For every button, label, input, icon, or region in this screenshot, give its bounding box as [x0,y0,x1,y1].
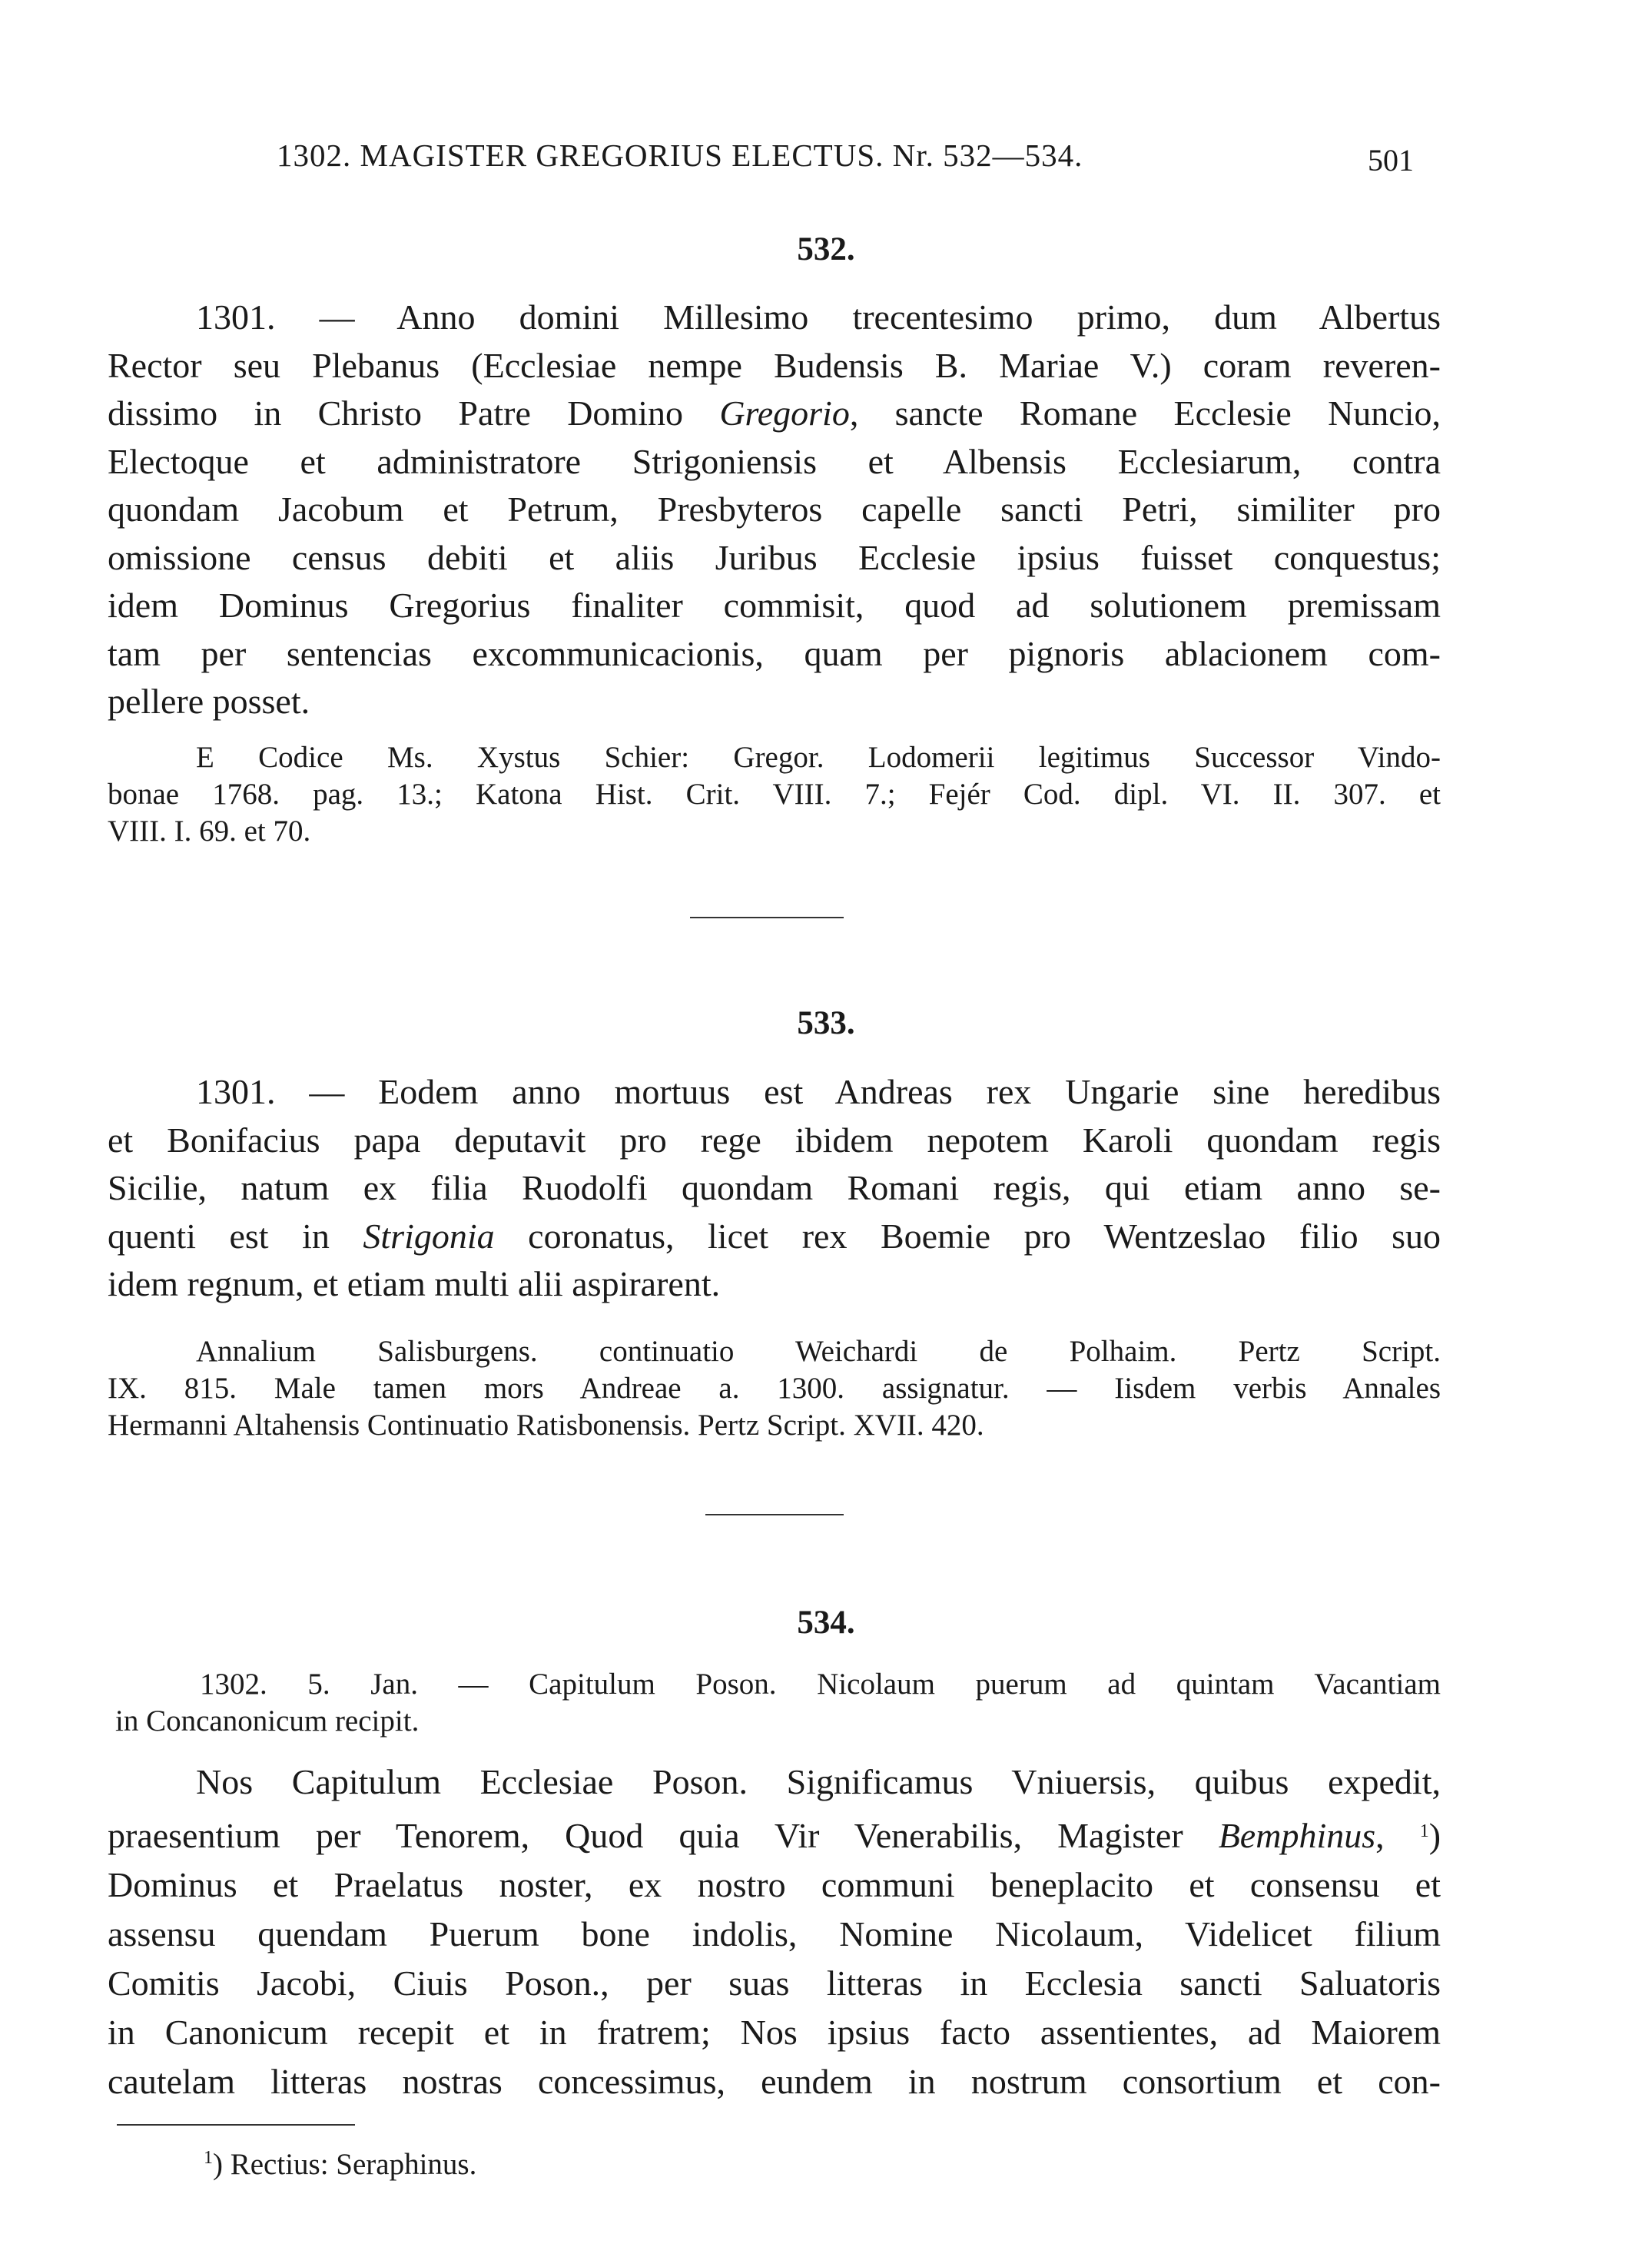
text-line: pellere posset. [108,682,310,721]
text-line: in Canonicum recepit et in fratrem; Nos ipsius facto assentientes, ad Maiorem [108,2013,1441,2052]
doc-532-source [108,739,1441,850]
text-line: 1301. — Eodem anno mortuus est Andreas rex Ungarie sine heredibus [196,1072,1441,1111]
doc-534-number: 534. [797,1605,855,1641]
doc-533-body [108,1068,1441,1309]
text-line: idem regnum, et etiam multi alii aspirarent. [108,1264,721,1303]
italic-name: Bemphinus [1218,1816,1376,1855]
text-line: Comitis Jacobi, Ciuis Poson., per suas litteras in Ecclesia sancti Saluatoris [108,1963,1441,2003]
source-line: Annalium Salisburgens. continuatio Weichardi de Polhaim. Pertz Script. [196,1335,1441,1368]
footnote-ref: 1 [1419,1821,1429,1841]
italic-name: Gregorio [719,393,850,433]
doc-532-body [108,294,1441,726]
doc-533-source [108,1333,1441,1444]
text-line: idem Dominus Gregorius finaliter commisit, quod ad solutionem premissam [108,586,1441,625]
italic-place: Strigonia [363,1216,495,1256]
text-line: tam per sentencias excommunicacionis, quam per pignoris ablacionem com- [108,633,1441,673]
text-line: et Bonifacius papa deputavit pro rege ibidem nepotem Karoli quondam regis [108,1120,1441,1160]
footnote-mark: 1 [204,2148,213,2168]
text-line: quenti est in Strigonia coronatus, licet rex Boemie pro Wentzeslao filio suo [108,1216,1441,1256]
source-line: IX. 815. Male tamen mors Andreae a. 1300. assignatur. — Iisdem verbis Annales [108,1372,1441,1405]
page-number: 501 [1368,143,1414,178]
source-line: E Codice Ms. Xystus Schier: Gregor. Lodomerii legitimus Successor Vindo- [196,741,1441,774]
footnote-rule [117,2124,355,2126]
source-line: bonae 1768. pag. 13.; Katona Hist. Crit. VIII. 7.; Fejér Cod. dipl. VI. II. 307. et [108,778,1441,811]
summary-line: 1302. 5. Jan. — Capitulum Poson. Nicolaum puerum ad quintam Vacantiam [200,1668,1441,1701]
doc-533-number: 533. [797,1005,855,1041]
text-line: omissione census debiti et aliis Juribus Ecclesie ipsius fuisset conquestus; [108,537,1441,577]
text-line: dissimo in Christo Patre Domino Gregorio, sancte Romane Ecclesie Nuncio, [108,393,1441,433]
text-line: quondam Jacobum et Petrum, Presbyteros capelle sancti Petri, similiter pro [108,490,1441,529]
footnote-text: ) Rectius: Seraphinus. [213,2148,477,2181]
source-line: VIII. I. 69. et 70. [108,815,311,848]
text-line: 1301. — Anno domini Millesimo trecentesimo primo, dum Albertus [196,297,1441,337]
text-line: Dominus et Praelatus noster, ex nostro communi beneplacito et consensu et [108,1865,1441,1904]
doc-532-number: 532. [797,231,855,267]
summary-line: in Concanonicum recipit. [115,1704,420,1738]
section-divider [705,1514,844,1515]
text-line: Nos Capitulum Ecclesiae Poson. Significamus Vniuersis, quibus expedit, [196,1762,1441,1801]
footnote [204,2147,476,2182]
doc-534-body [108,1758,1441,2106]
doc-534-summary [115,1666,1441,1740]
text-line: praesentium per Tenorem, Quod quia Vir Venerabilis, Magister Bemphinus, $^1$) [108,1816,1441,1855]
text-line: assensu quendam Puerum bone indolis, Nomine Nicolaum, Videlicet filium [108,1914,1441,1953]
source-line: Hermanni Altahensis Continuatio Ratisbonensis. Pertz Script. XVII. 420. [108,1409,984,1442]
text-line: Electoque et administratore Strigoniensis et Albensis Ecclesiarum, contra [108,441,1441,481]
text-line: cautelam litteras nostras concessimus, eundem in nostrum consortium et con- [108,2062,1441,2101]
section-divider [690,917,844,918]
running-title: 1302. MAGISTER GREGORIUS ELECTUS. Nr. 532—534. [277,138,1083,173]
text-line: Sicilie, natum ex filia Ruodolfi quondam Romani regis, qui etiam anno se- [108,1168,1441,1207]
text-line: Rector seu Plebanus (Ecclesiae nempe Budensis B. Mariae V.) coram reveren- [108,345,1441,385]
